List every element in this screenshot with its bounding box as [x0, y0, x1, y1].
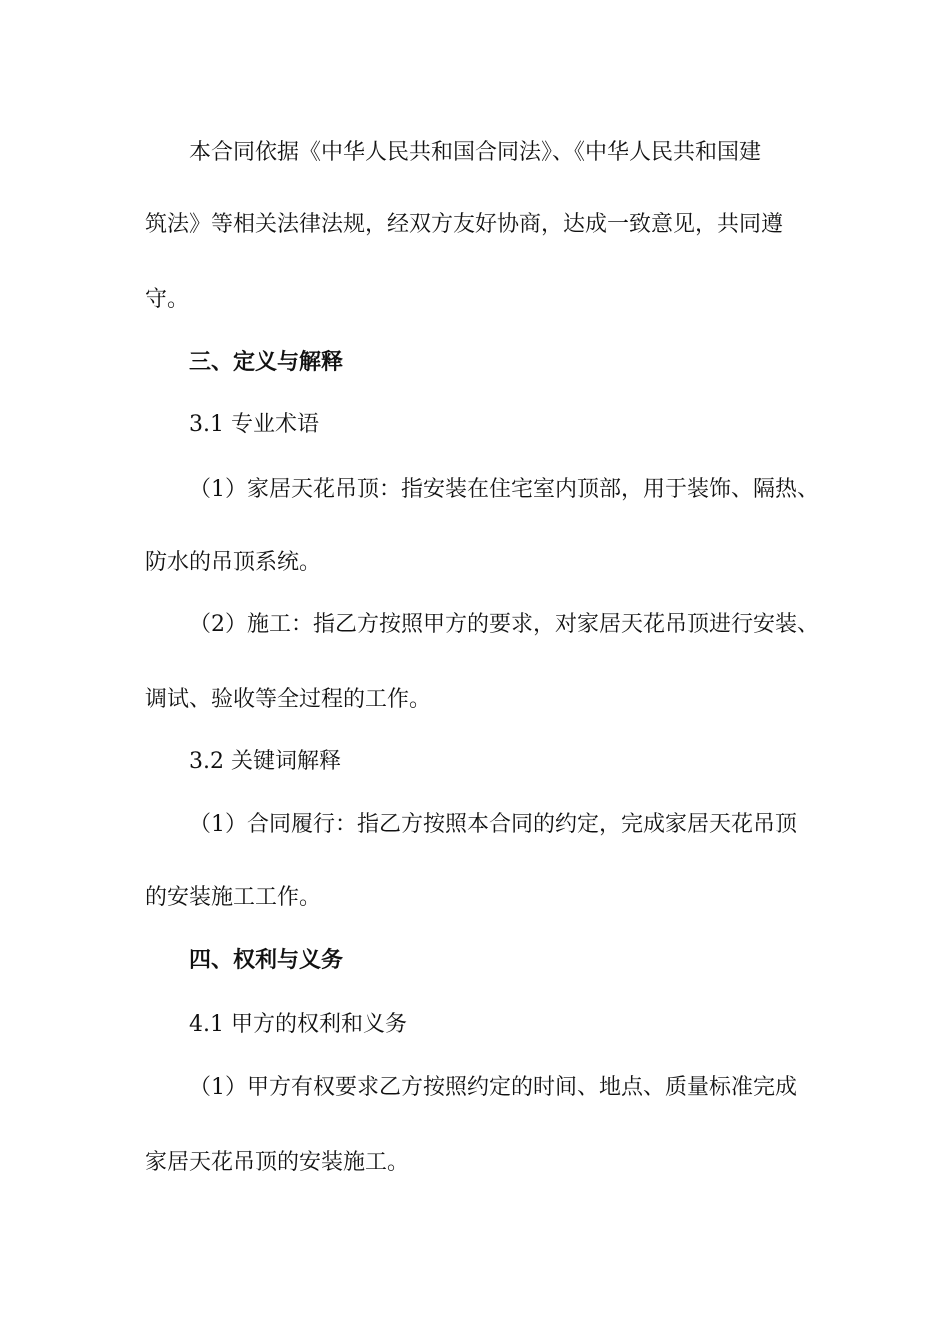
- section-3-2-item-1-line-1: （1）合同履行：指乙方按照本合同的约定，完成家居天花吊顶: [189, 812, 797, 837]
- section-4-1-item-1-line-2: 家居天花吊顶的安装施工。: [145, 1150, 410, 1175]
- section-3-1-item-2-line-1: （2）施工：指乙方按照甲方的要求，对家居天花吊顶进行安装、: [189, 612, 819, 637]
- section-4-heading: 四、权利与义务: [189, 948, 344, 973]
- section-3-1-item-1-line-2: 防水的吊顶系统。: [145, 550, 322, 575]
- intro-line-3: 守。: [145, 287, 190, 312]
- section-3-1-item-2-line-2: 调试、验收等全过程的工作。: [145, 687, 432, 712]
- intro-line-2: 筑法》等相关法律法规，经双方友好协商，达成一致意见，共同遵: [145, 212, 784, 237]
- section-4-1-title: 4.1 甲方的权利和义务: [189, 1012, 407, 1037]
- section-3-1-title: 3.1 专业术语: [189, 412, 319, 437]
- section-3-1-item-1-line-1: （1）家居天花吊顶：指安装在住宅室内顶部，用于装饰、隔热、: [189, 477, 819, 502]
- section-3-heading: 三、定义与解释: [189, 350, 344, 375]
- section-4-1-item-1-line-1: （1）甲方有权要求乙方按照约定的时间、地点、质量标准完成: [189, 1075, 797, 1100]
- intro-line-1: 本合同依据《中华人民共和国合同法》、《中华人民共和国建: [189, 140, 762, 165]
- section-3-2-title: 3.2 关键词解释: [189, 749, 341, 774]
- section-3-2-item-1-line-2: 的安装施工工作。: [145, 885, 322, 910]
